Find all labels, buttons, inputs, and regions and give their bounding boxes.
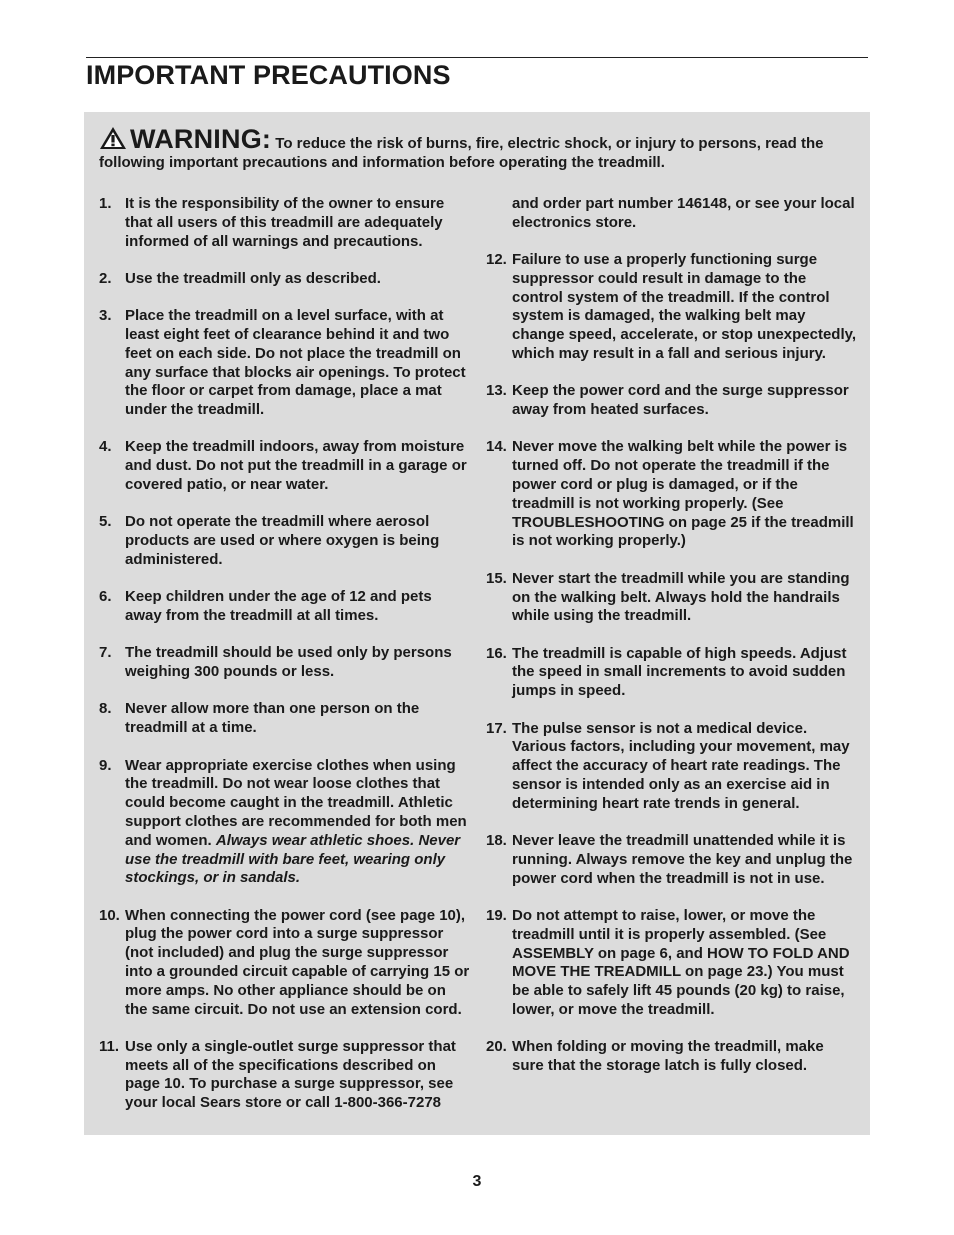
precaution-item [99, 700, 471, 738]
item-number: 19. [486, 906, 507, 924]
precaution-item [486, 251, 858, 364]
page-number: 3 [472, 1173, 482, 1190]
item-text: Use the treadmill only as described. [125, 269, 381, 287]
warning-header [99, 126, 859, 172]
item-text: Keep the power cord and the surge suppressor away from heated surfaces. [512, 382, 849, 419]
precaution-item-continuation [486, 195, 858, 233]
item-text: The pulse sensor is not a medical device. Various factors, including your movement, may affect the accuracy of heart rate readings. The sensor is intended only as an exercise aid in determining heart rate trends in general. [512, 719, 850, 812]
precaution-item [99, 588, 471, 626]
item-number: 1. [99, 195, 112, 212]
item-number: 4. [99, 438, 112, 456]
item-number: 18. [486, 832, 507, 850]
item-number: 16. [486, 644, 507, 662]
item-text: When connecting the power cord (see page 10), plug the power cord into a surge suppressor (not included) and plug the surge suppressor into a grounded circuit capable of carrying 15 or more amps. No other appliance should be on the same circuit. Do not use an extension cord. [125, 906, 470, 1018]
item-number: 12. [486, 251, 507, 269]
item-text: Do not operate the treadmill where aerosol products are used or where oxygen is being administered. [125, 513, 440, 568]
item-text: Failure to use a properly functioning surge suppressor could result in damage to the control system of the treadmill. If the control system is damaged, the walking belt may change speed, accelerate, or stop unexpectedly, which may result in a fall and serious injury. [512, 251, 857, 363]
precautions-right-column [486, 195, 858, 1094]
precaution-item [486, 1038, 858, 1076]
precaution-item [99, 907, 471, 1020]
precaution-item [99, 307, 471, 420]
precautions-left-column [99, 195, 471, 1132]
item-text: Never start the treadmill while you are standing on the walking belt. Always hold the handrails while using the treadmill. [512, 569, 850, 625]
precaution-item [486, 438, 858, 551]
item-text: Never move the walking belt while the power is turned off. Do not operate the treadmill if the power cord or plug is damaged, or if the treadmill is not working properly. (See TROUBLESHOOTING on page 25 if the treadmill is not working properly.) [512, 438, 854, 550]
item-number: 9. [99, 756, 112, 774]
item-text: Wear appropriate exercise clothes when using the treadmill. Do not wear loose clothes that could become caught in the treadmill. Athletic support clothes are recommended for both men and women. [125, 756, 467, 849]
precaution-item [486, 720, 858, 814]
precaution-item [99, 644, 471, 682]
item-text: Keep the treadmill indoors, away from moisture and dust. Do not put the treadmill in a garage or covered patio, or near water. [125, 438, 467, 494]
warning-text: To reduce the risk of burns, fire, electric shock, or injury to persons, read the following important precautions and information before operating the treadmill. [99, 135, 824, 171]
precaution-item [486, 645, 858, 701]
item-number: 20. [486, 1038, 507, 1056]
item-number: 17. [486, 719, 507, 737]
precaution-item [99, 1038, 471, 1113]
precaution-item [99, 513, 471, 569]
item-text: The treadmill is capable of high speeds. Adjust the speed in small increments to avoid sudden jumps in speed. [512, 644, 847, 700]
item-text: Do not attempt to raise, lower, or move the treadmill until it is properly assembled. (See ASSEMBLY on page 6, and HOW TO FOLD AND MOVE THE TREADMILL on page 23.) You must be able to safely lift 45 pounds (20 kg) to raise, lower, or move the treadmill. [512, 906, 850, 1018]
warning-label: WARNING: [130, 124, 272, 154]
top-rule [86, 57, 868, 58]
precaution-item [486, 832, 858, 888]
precaution-item [99, 270, 471, 289]
item-number: 3. [99, 307, 112, 325]
warning-triangle-icon [99, 126, 127, 150]
item-number: 14. [486, 438, 507, 456]
item-text: Keep children under the age of 12 and pets away from the treadmill at all times. [125, 588, 432, 625]
item-text: It is the responsibility of the owner to ensure that all users of this treadmill are adequately informed of all warnings and precautions. [125, 195, 445, 250]
precaution-item [99, 195, 471, 251]
item-text: Use only a single-outlet surge suppressor that meets all of the specifications described on page 10. To purchase a surge suppressor, see your local Sears store or call 1-800-366-7278 [125, 1037, 456, 1112]
item-number: 11. [99, 1037, 120, 1055]
item-text: When folding or moving the treadmill, make sure that the storage latch is fully closed. [512, 1038, 824, 1074]
item-text: and order part number 146148, or see your local electronics store. [512, 195, 855, 231]
precaution-item [99, 757, 471, 889]
precaution-item [486, 570, 858, 626]
item-number: 8. [99, 700, 112, 718]
item-text: Never leave the treadmill unattended while it is running. Always remove the key and unplug the power cord when the treadmill is not in use. [512, 832, 853, 887]
item-number: 13. [486, 382, 507, 400]
warning-panel [84, 112, 870, 1135]
item-number: 2. [99, 269, 112, 287]
item-number: 15. [486, 569, 507, 587]
precaution-item [486, 907, 858, 1020]
item-number: 5. [99, 513, 112, 531]
item-number: 6. [99, 588, 112, 606]
item-text: Place the treadmill on a level surface, with at least eight feet of clearance behind it and two feet on each side. Do not place the treadmill on any surface that blocks air openings. To protect the floor or carpet from damage, place a mat under the treadmill. [125, 307, 466, 419]
precaution-item [486, 382, 858, 420]
item-number: 10. [99, 906, 120, 924]
precaution-item [99, 438, 471, 494]
item-text: Never allow more than one person on the treadmill at a time. [125, 700, 420, 737]
page-title: IMPORTANT PRECAUTIONS [86, 60, 451, 90]
item-emphasis: Always wear athletic shoes. Never use the treadmill with bare feet, wearing only stockings, or in sandals. [125, 831, 461, 887]
item-text: The treadmill should be used only by persons weighing 300 pounds or less. [125, 644, 452, 681]
item-number: 7. [99, 644, 112, 662]
